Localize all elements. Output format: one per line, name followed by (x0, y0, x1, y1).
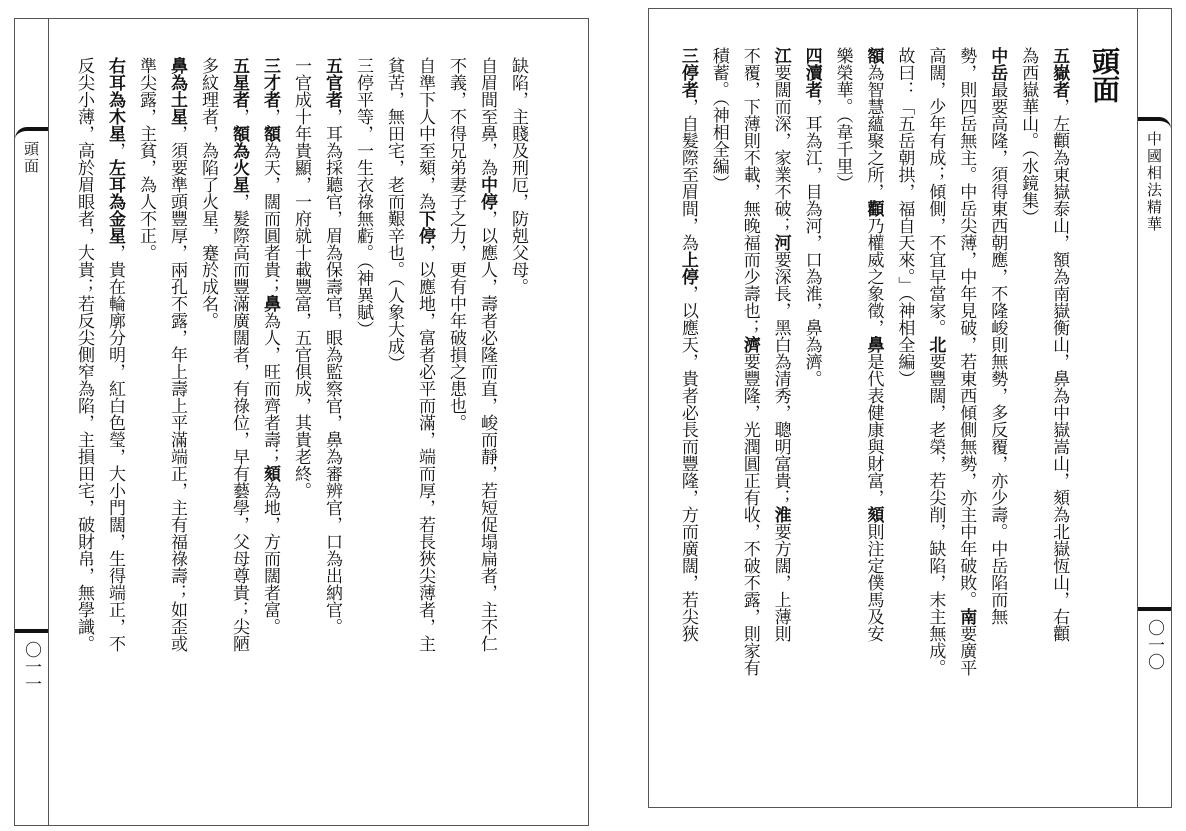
bold-term: 鼻為土星 (167, 57, 187, 125)
text-run: ，耳為江，目為河，口為淮，鼻為濟。 (801, 98, 822, 387)
bold-term: 顴 (863, 200, 884, 217)
text-column (793, 47, 824, 787)
text-run: ，左顴為東嶽泰山，額為南嶽衡山，鼻為中嶽嵩山，頦為北嶽恆山，右顴 (1049, 98, 1070, 642)
bold-term: 五嶽者 (1049, 47, 1070, 98)
text-run: 是代表健康與財富， (863, 353, 884, 506)
text-run: ，貴在輪廓分明，紅白色瑩，大小門闊，生得端正，不 (105, 244, 125, 652)
text-run: 要方闊，上薄則 (770, 523, 791, 642)
bold-term: 五星者 (229, 57, 249, 108)
text-run: ， (260, 108, 280, 125)
text-column (916, 47, 947, 787)
text-run: 乃權威之象徵， (863, 217, 884, 336)
bold-term: 五官者 (322, 57, 342, 108)
text-run: ，耳為採聽官，眉為保壽官，眼為監察官，鼻為審辨官，口為出納官。 (322, 108, 342, 635)
bold-term: 鼻 (260, 295, 280, 312)
text-run: 貧苦，無田宅，老而艱辛也。（人象大成） (384, 57, 404, 372)
text-column (499, 57, 530, 805)
right-page-side-tab (1137, 9, 1171, 807)
left-page-number: 〇一一 (15, 629, 48, 709)
bold-term: 三才者 (260, 57, 280, 108)
text-column (824, 47, 855, 787)
text-column (344, 57, 375, 805)
text-run: ，須要準頭豐厚，兩孔不露，年上壽上平滿端正，主有福祿壽；如歪或 (167, 125, 187, 652)
bold-term: 中停 (477, 176, 497, 210)
text-run: 則注定僕馬及安 (863, 523, 884, 642)
bold-term: 中岳 (987, 47, 1008, 81)
text-column (189, 57, 220, 805)
text-column (282, 57, 313, 805)
text-column (375, 57, 406, 805)
text-column (669, 47, 700, 787)
text-run: 為天，闊而圓者貴； (260, 142, 280, 295)
bold-term: 頦 (260, 465, 280, 482)
text-run: ， (105, 142, 125, 159)
text-run: 為地，方而闊者富。 (260, 482, 280, 635)
text-run: 自準下人中至頦，為 (415, 57, 435, 210)
bold-term: 四瀆者 (801, 47, 822, 98)
text-column (251, 57, 282, 805)
bold-term: 下停 (415, 210, 435, 244)
text-run: 為西嶽華山。（水鏡集） (1018, 47, 1039, 226)
text-column (700, 47, 731, 787)
text-run: ，自髮際至眉間，為 (677, 98, 698, 251)
text-column (65, 57, 96, 805)
text-run: 自眉間至鼻，為 (477, 57, 497, 176)
text-run: 為智慧蘊聚之所， (863, 64, 884, 200)
bold-term: 三停者 (677, 47, 698, 98)
bold-term: 左耳為金星 (105, 159, 125, 244)
bold-term: 北 (925, 336, 946, 353)
bold-term: 右耳為木星 (105, 57, 125, 142)
right-page-number: 〇一〇 (1138, 607, 1171, 687)
text-column (885, 47, 916, 787)
left-page-body (59, 57, 530, 805)
text-column (313, 57, 344, 805)
bold-term: 南 (956, 608, 977, 625)
text-run: 高闊，少年有成；傾側，不宜早當家。 (925, 47, 946, 336)
text-run: 一官成十年貴顯，一府就十載豐富，五官俱成，其貴老終。 (291, 57, 311, 499)
text-run: 要豐闊，老榮，若尖削，缺陷，末主無成。 (925, 353, 946, 676)
text-column (1040, 47, 1071, 787)
text-run: 故曰：「五岳朝拱，福自天來。」（神相全編） (894, 47, 915, 387)
section-title: 頭面 (1088, 47, 1121, 103)
text-run: 勢，則四岳無主。中岳尖薄，中年見破，若東西傾側無勢，亦主中年破敗。 (956, 47, 977, 608)
bold-term: 上停 (677, 251, 698, 285)
left-page-side-tab (15, 19, 49, 825)
text-run: ，以應人，壽者必隆而直，峻而靜，若短促塌扁者，主不仁 (477, 210, 497, 652)
text-run: 要豐隆，光潤圓正有收，不破不露，則家有 (739, 353, 760, 676)
bold-term: 河 (770, 234, 791, 251)
right-tab-title: 中國相法精華 (1138, 117, 1171, 277)
text-run: 為人，旺而齊者壽； (260, 312, 280, 465)
left-page (14, 18, 589, 826)
left-tab-title: 頭面 (15, 127, 48, 223)
bold-term: 額為火星 (229, 125, 249, 193)
text-run: 要廣平 (956, 625, 977, 676)
text-run: ，以應地，富者必平而滿，端而厚，若長狹尖薄者，主 (415, 244, 435, 652)
text-column (220, 57, 251, 805)
text-column (855, 47, 886, 787)
text-run: 不覆，下薄則不載，無晚福而少壽也； (739, 47, 760, 336)
text-run: 反尖小薄，高於眉眼者，大貴；若反尖側窄為陷，主損田宅，破財帛，無學識。 (74, 57, 94, 652)
text-column (158, 57, 189, 805)
text-run: 樂榮華。（韋千里） (832, 47, 853, 192)
text-column (731, 47, 762, 787)
text-run: 三停平等，一生衣祿無虧。（神異賦） (353, 57, 373, 338)
bold-term: 鼻 (863, 336, 884, 353)
bold-term: 頦 (863, 506, 884, 523)
text-run: 積蓄。（神相全編） (708, 47, 729, 192)
text-run: 要闊而深，家業不破； (770, 64, 791, 234)
bold-term: 淮 (770, 506, 791, 523)
text-run: ，髮際高而豐滿廣闊者，有祿位，早有藝學，父母尊貴；尖陋 (229, 193, 249, 652)
bold-term: 濟 (739, 336, 760, 353)
bold-term: 江 (770, 47, 791, 64)
text-column (947, 47, 978, 787)
text-column (96, 57, 127, 805)
text-run: 最要高隆，須得東西朝應，不隆峻則無勢，多反覆，亦少壽。中岳陷而無 (987, 81, 1008, 625)
text-run: 缺陷，主賤及刑厄，防剋父母。 (508, 57, 528, 295)
right-page (648, 8, 1172, 808)
text-column (468, 57, 499, 805)
text-column (762, 47, 793, 787)
text-column (437, 57, 468, 805)
bold-term: 額 (863, 47, 884, 64)
bold-term: 額 (260, 125, 280, 142)
text-run: ， (229, 108, 249, 125)
text-run: 不義，不得兄弟妻子之力，更有中年破損之患也。 (446, 57, 466, 431)
text-run: 多紋理者，為陷了火星，蹇於成名。 (198, 57, 218, 329)
text-column (978, 47, 1009, 787)
text-run: 要深長，黑白為清秀，聰明富貴； (770, 251, 791, 506)
text-column (127, 57, 158, 805)
text-column (406, 57, 437, 805)
text-run: ，以應天，貴者必長而豐隆，方而廣闊，若尖狹 (677, 285, 698, 642)
right-page-body (669, 47, 1123, 787)
text-column (1009, 47, 1040, 787)
text-run: 準尖露，主貧，為人不正。 (136, 57, 156, 261)
